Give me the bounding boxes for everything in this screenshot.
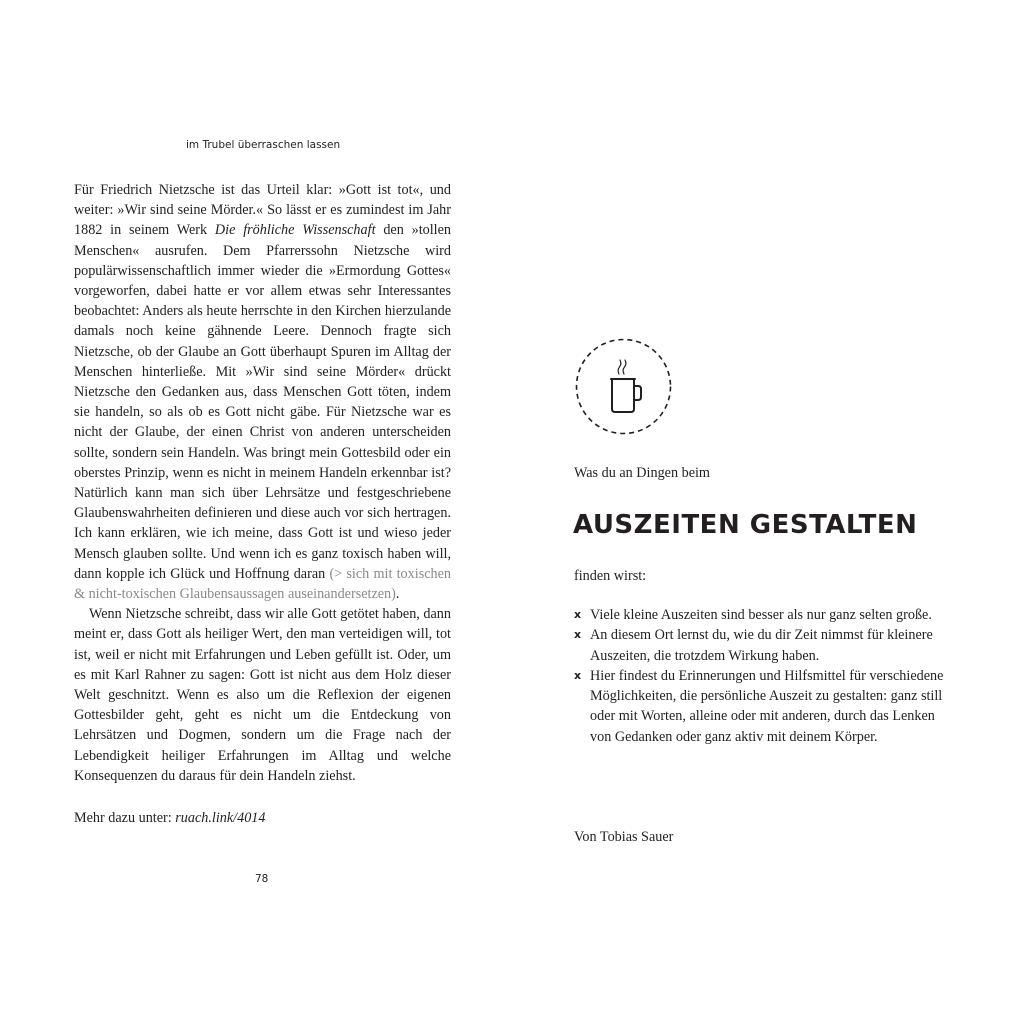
more-info-label: Mehr dazu unter: <box>74 810 176 826</box>
bullet-mark: x <box>574 608 582 621</box>
book-title: Die fröhliche Wissenschaft <box>214 222 376 239</box>
author-line: Von Tobias Sauer <box>574 829 674 845</box>
more-info-url[interactable]: ruach.link/4014 <box>175 810 266 826</box>
paragraph-1 <box>74 180 451 604</box>
paragraph-2: Wenn Nietzsche schreibt, dass wir alle Gott getötet haben, dann meint er, dass Gott als heiliger Wert, den man verteidigen will, tot ist, weil er nicht mit Erfahrungen und Leben gefüllt ist. Oder, um es mit Karl Rahner zu sagen: Gott ist nicht aus dem Holz dieser Welt geschnitzt. Wenn es also um die Reflexion der eigenen Gottesbilder geht, geht es nicht um die Entdeckung von Lehrsätzen und Dogmen, sondern um die Frage nach der Lebendigkeit heiliger Erfahrungen im Alltag und welche Konsequenzen du daraus für dein Handeln ziehst. <box>74 606 451 784</box>
bullet-mark: x <box>574 668 582 682</box>
paragraph-1-end: . <box>395 586 400 603</box>
bullet-text: Hier findest du Erinnerungen und Hilfsmittel für verschiedene Möglichkeiten, die persönliche Auszeit zu gestalten: ganz still oder mit Worten, alleine oder mit anderen, durch das Lenken von Gedanken oder ganz aktiv mit deinem Körper. <box>590 667 944 745</box>
bullet-list <box>574 605 954 747</box>
find-line: finden wirst: <box>574 568 647 584</box>
more-info-line <box>74 808 266 828</box>
section-title: AUSZEITEN GESTALTEN <box>573 510 918 540</box>
paragraph-1-part-1: Für Friedrich Nietzsche ist das Urteil klar: »Gott ist tot«, und weiter: »Wir sind seine Mörder.« So lässt er es zumindest im Jahr 1882 in seinem Werk <box>74 182 451 239</box>
bullet-text: Viele kleine Auszeiten sind besser als nur ganz selten große. <box>590 607 932 623</box>
steaming-cup-icon <box>574 337 673 436</box>
paragraph-1-part-2: den »tollen Menschen« ausrufen. Dem Pfarrerssohn Nietzsche wird populärwissenschaftlich immer wieder die »Ermordung Gottes« vorgeworfen, dabei hatte er vor allem etwas sehr Interessantes beobachtet: Anders als heute herrschte in den Kirchen hierzulande damals noch keine gähnende Leere. Dennoch fragte sich Nietzsche, ob der Glaube an Gott überhaupt Spuren im Alltag der Menschen hinterließe. Mit »Wir sind seine Mörder« drückt Nietzsche den Gedanken aus, dass Menschen Gott töten, indem sie handeln, so als ob es Gott nicht gäbe. Für Nietzsche war es nicht der Glaube, der einen Christ von anderen unterscheiden sollte, sondern sein Handeln. Was bringt mein Gottesbild oder ein oberstes Prinzip, wenn es nicht in meinem Handeln erkennbar ist? Natürlich kann man sich über Lehrsätze und festgeschriebene Glaubenswahrheiten definieren und diese auch vor sich hertragen. Ich kann erklären, wie ich meine, dass Gott ist und wieso jeder Mensch glauben sollte. Und wenn ich es ganz toxisch haben will, dann kopple ich Glück und Hoffnung daran <box>74 222 451 582</box>
bullet-item <box>574 625 954 666</box>
cross-reference: (> sich mit toxischen & nicht-toxischen Glaubensaussagen auseinandersetzen) <box>74 565 451 603</box>
bullet-item <box>574 666 954 747</box>
bullet-mark: x <box>574 628 582 642</box>
intro-line: Was du an Dingen beim <box>574 465 710 481</box>
main-text <box>74 180 451 786</box>
bullet-item <box>574 605 954 625</box>
bullet-text: An diesem Ort lernst du, wie du dir Zeit nimmst für kleinere Auszeiten, die trotzdem Wirkung haben. <box>590 627 933 664</box>
page-number: 78 <box>255 873 269 885</box>
running-head: im Trubel überraschen lassen <box>186 139 341 151</box>
